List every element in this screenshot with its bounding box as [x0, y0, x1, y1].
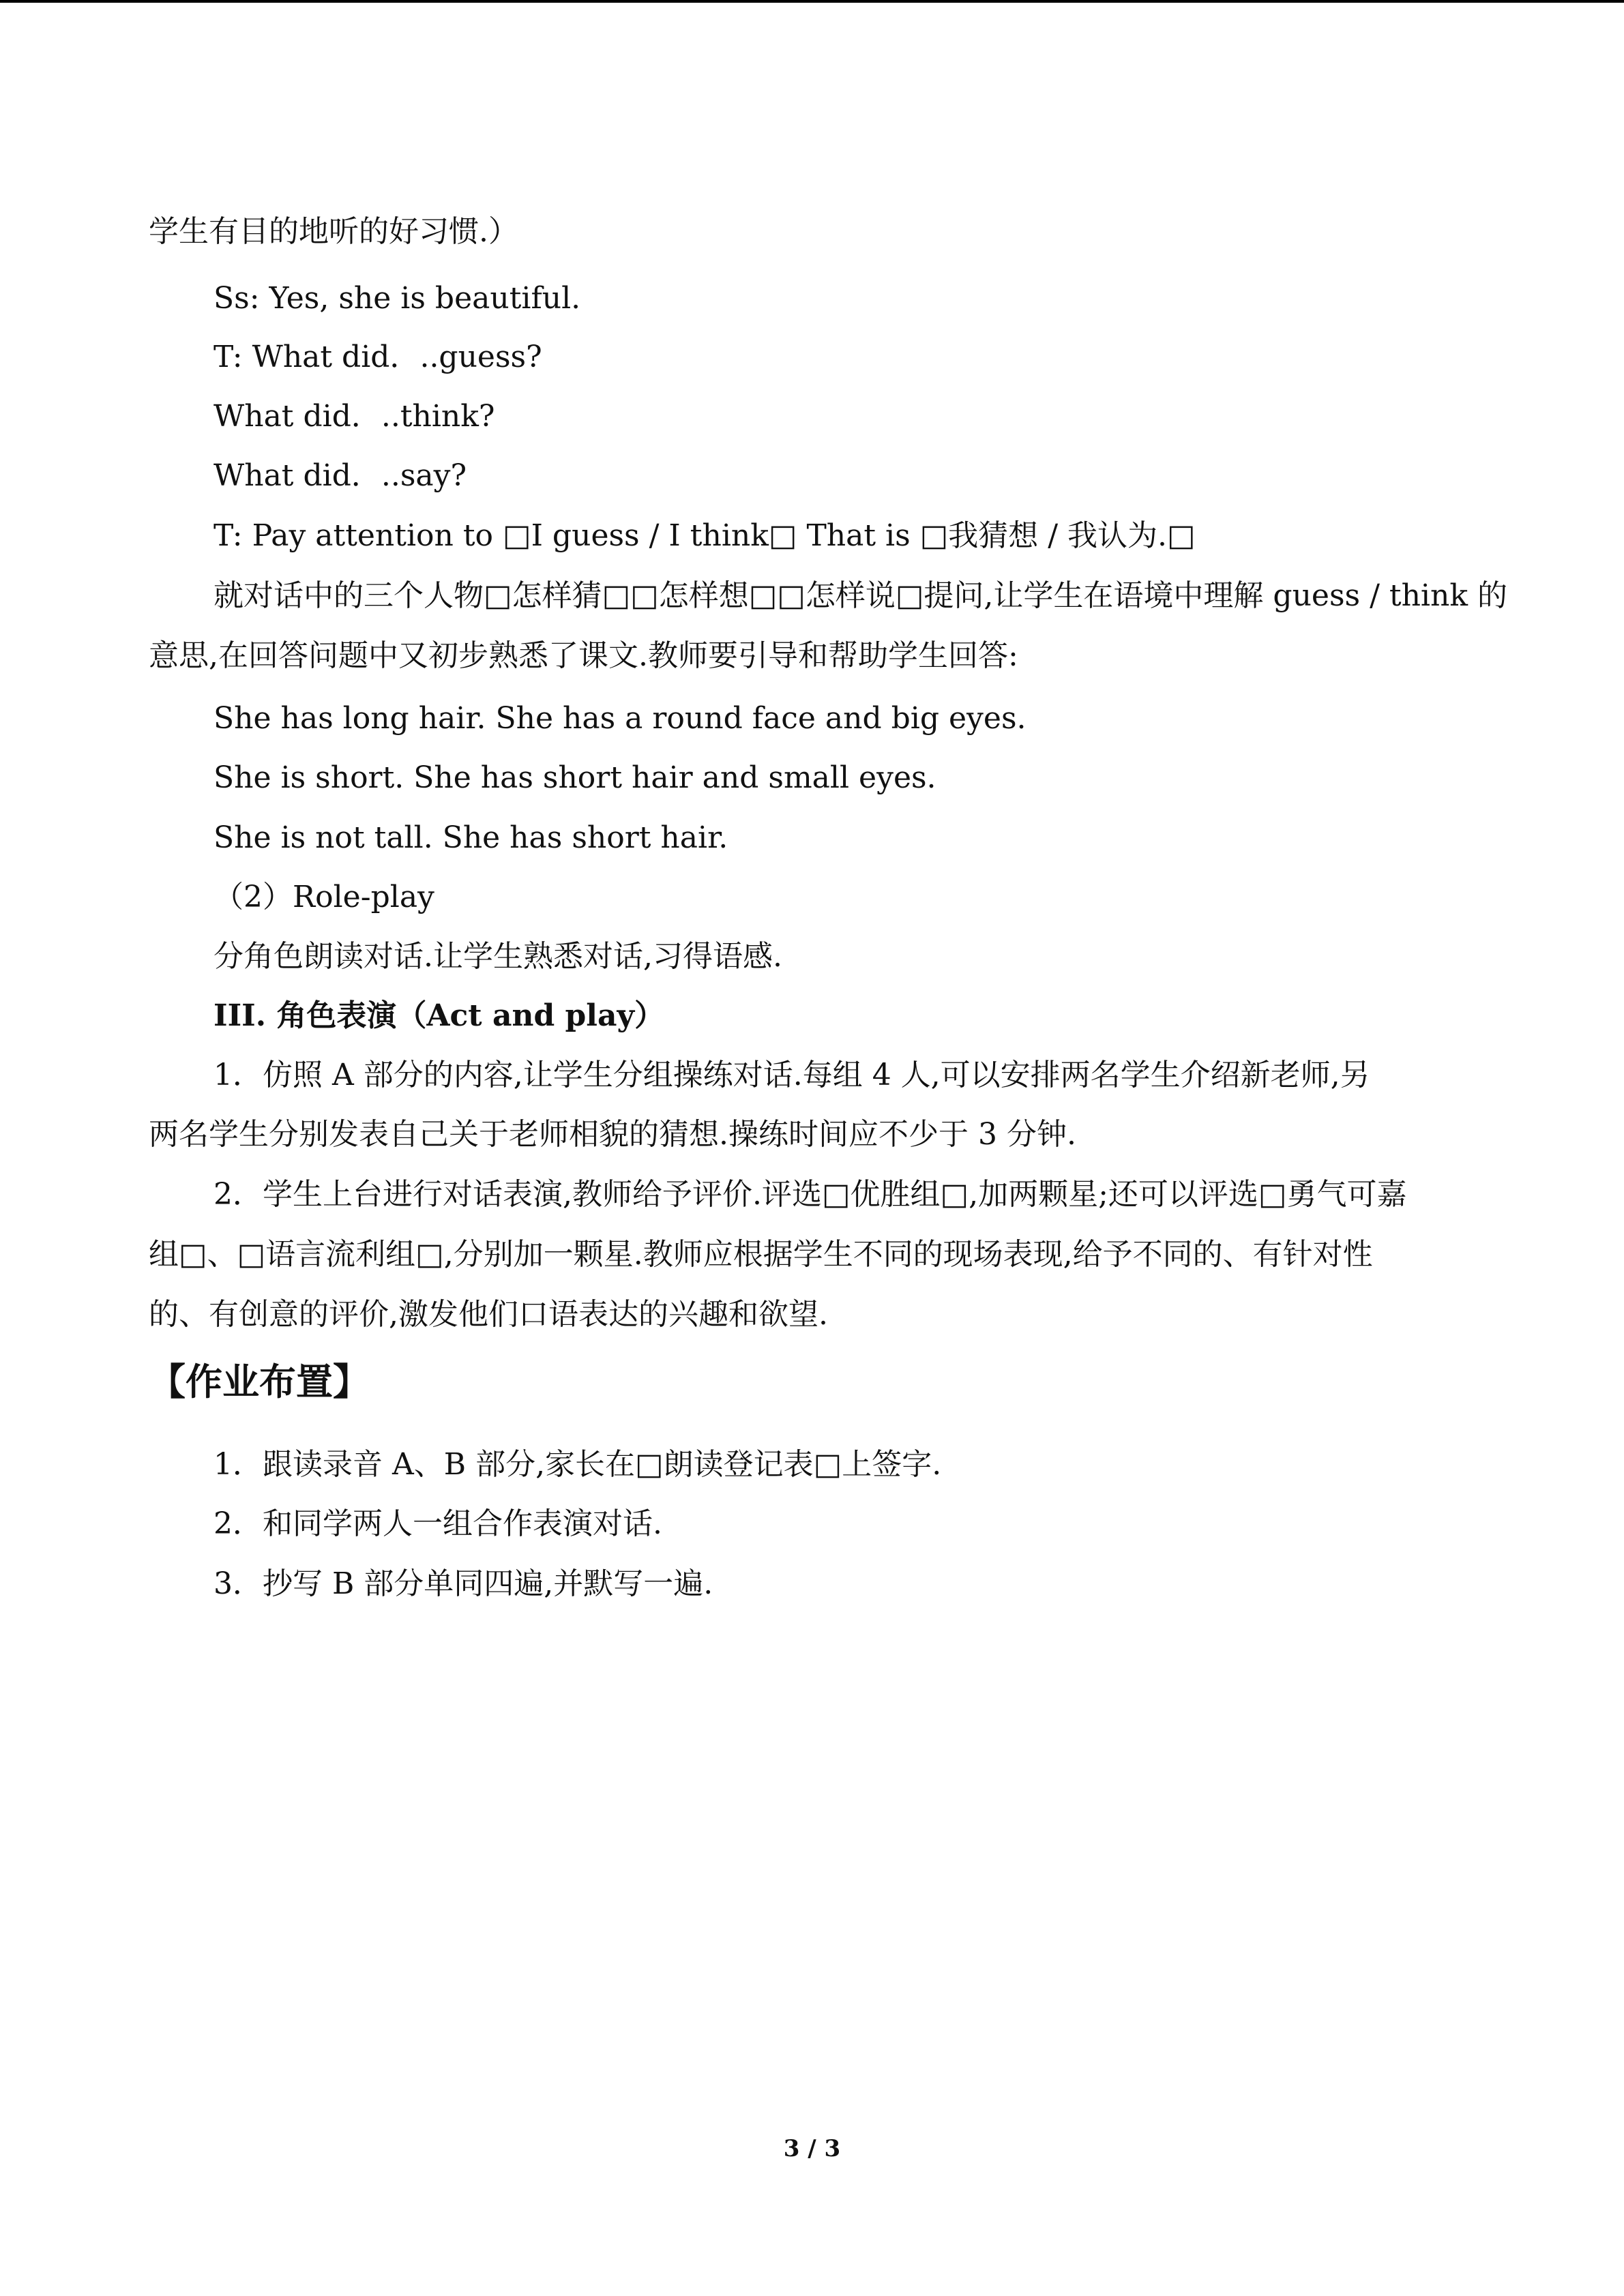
text-line: 2．学生上台进行对话表演,教师给予评价.评选□优胜组□,加两颗星;还可以评选□勇气可嘉 [213, 1177, 1407, 1212]
text-line: 分角色朗读对话.让学生熟悉对话,习得语感. [213, 939, 782, 974]
page-number: 3 / 3 [783, 2135, 841, 2162]
text-line: What did．..say? [213, 458, 467, 493]
homework-item: 1．跟读录音 A、B 部分,家长在□朗读登记表□上签字. [213, 1447, 942, 1482]
text-line: She is not tall. She has short hair. [213, 820, 728, 855]
text-line: 组□、□语言流利组□,分别加一颗星.教师应根据学生不同的现场表现,给予不同的、有针对性 [149, 1237, 1373, 1272]
text-line: 两名学生分别发表自己关于老师相貌的猜想.操练时间应不少于 3 分钟. [149, 1117, 1076, 1152]
text-line: （2）Role-play [213, 880, 434, 914]
text-line: 1．仿照 A 部分的内容,让学生分组操练对话.每组 4 人,可以安排两名学生介绍新老师,另 [213, 1058, 1370, 1092]
text-line: 的、有创意的评价,激发他们口语表达的兴趣和欲望. [149, 1297, 828, 1332]
homework-item: 2．和同学两人一组合作表演对话. [213, 1506, 662, 1541]
text-line: T: What did．..guess? [213, 340, 542, 374]
text-line: She has long hair. She has a round face and big eyes. [213, 701, 1027, 736]
text-line: 就对话中的三个人物□怎样猜□□怎样想□□怎样说□提问,让学生在语境中理解 guess / think 的 [213, 578, 1507, 613]
text-line: What did．..think? [213, 399, 495, 434]
text-line: 意思,在回答问题中又初步熟悉了课文.教师要引导和帮助学生回答: [149, 638, 1018, 673]
text-line: Ss: Yes, she is beautiful. [213, 281, 581, 316]
homework-item: 3．抄写 B 部分单同四遍,并默写一遍. [213, 1566, 713, 1601]
top-border-rule [0, 0, 1624, 3]
section-heading: III. 角色表演（Act and play） [213, 998, 665, 1033]
text-line: 学生有目的地听的好习惯.） [149, 214, 518, 249]
text-line: T: Pay attention to □I guess / I think□ That is □我猜想 / 我认为.□ [213, 518, 1196, 553]
homework-title: 【作业布置】 [149, 1360, 370, 1403]
text-line: She is short. She has short hair and small eyes. [213, 760, 936, 795]
